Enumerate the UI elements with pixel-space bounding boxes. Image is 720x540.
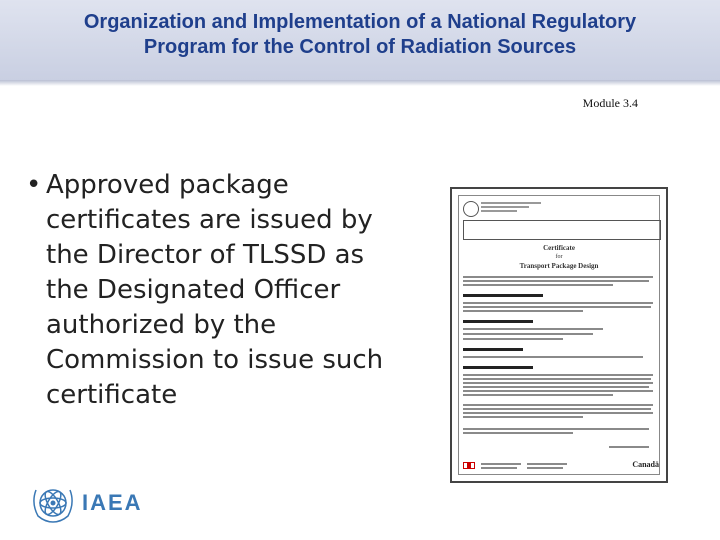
cert-title-line-1: Certificate [543, 244, 575, 252]
module-label: Module 3.4 [582, 96, 638, 110]
header-shadow [0, 80, 720, 86]
certificate-border [458, 195, 660, 475]
bullet-text: Approved package certificates are issued by the Director of TLSSD as the Designated Officer authorized by the Commission to issue such certificate [46, 170, 384, 410]
bullet-symbol: • [26, 170, 42, 200]
cert-title [459, 244, 659, 271]
iaea-logo [30, 482, 160, 524]
cert-header-lines [481, 202, 541, 214]
iaea-logo-text: IAEA [82, 490, 143, 515]
bullet-item [26, 168, 396, 413]
cert-footer [463, 462, 659, 470]
title-line-1: Organization and Implementation of a National Regulatory [83, 11, 637, 33]
canada-wordmark: Canadä [632, 460, 659, 469]
cert-info-table [463, 220, 661, 240]
title-line-2: Program for the Control of Radiation Sources [143, 36, 577, 58]
canada-flag-icon [463, 462, 475, 469]
cert-title-line-3: Transport Package Design [519, 262, 599, 270]
seal-icon [463, 201, 479, 217]
cert-title-line-2: for [555, 254, 563, 260]
certificate-image [450, 187, 668, 483]
page-title [0, 10, 720, 60]
iaea-atom-olive-icon [30, 482, 76, 524]
